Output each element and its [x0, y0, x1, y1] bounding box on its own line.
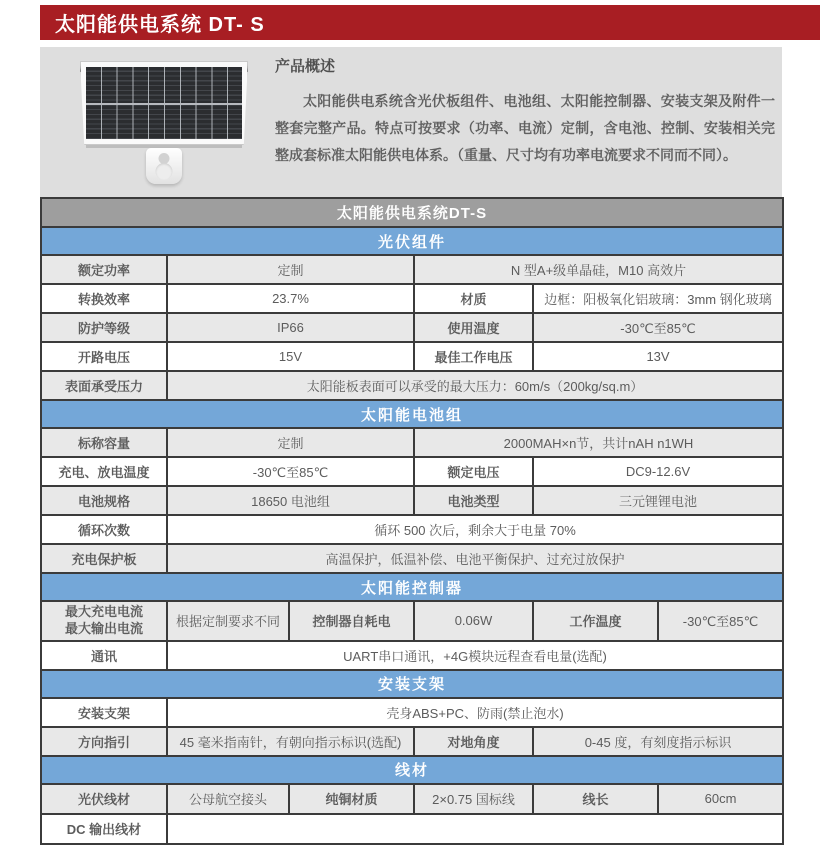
spec-value: 高温保护，低温补偿、电池平衡保护、过充过放保护: [167, 544, 783, 573]
spec-label: [41, 601, 167, 641]
spec-label: 材质: [414, 284, 533, 313]
section-title: 线材: [41, 756, 783, 784]
spec-value: 三元锂锂电池: [533, 486, 783, 515]
spec-value: -30℃至85℃: [658, 601, 783, 641]
spec-value: 循环 500 次后，剩余大于电量 70%: [167, 515, 783, 544]
spec-table: [40, 197, 784, 845]
section-header-battery: [41, 400, 783, 428]
spec-value: -30℃至85℃: [167, 457, 414, 486]
table-row: [41, 371, 783, 400]
intro-section: [40, 47, 782, 197]
table-row: [41, 601, 783, 641]
spec-value: 13V: [533, 342, 783, 371]
spec-label: 循环次数: [41, 515, 167, 544]
spec-label: 额定电压: [414, 457, 533, 486]
solar-panel-cells: [86, 67, 242, 139]
table-title-row: [41, 198, 783, 227]
table-row: [41, 486, 783, 515]
spec-label: 对地角度: [414, 727, 533, 756]
section-title: 太阳能电池组: [41, 400, 783, 428]
spec-label: 最佳工作电压: [414, 342, 533, 371]
spec-label: 充电保护板: [41, 544, 167, 573]
spec-label: 控制器自耗电: [289, 601, 414, 641]
product-overview: [275, 55, 775, 169]
section-header-bracket: [41, 670, 783, 698]
spec-label: 额定功率: [41, 255, 167, 284]
section-header-pv-module: [41, 227, 783, 255]
spec-value: 太阳能板表面可以承受的最大压力：60m/s（200kg/sq.m）: [167, 371, 783, 400]
spec-value: 0.06W: [414, 601, 533, 641]
table-row: [41, 727, 783, 756]
table-row: [41, 428, 783, 457]
table-row: [41, 313, 783, 342]
table-row: [41, 284, 783, 313]
stand-knob: [156, 163, 173, 180]
spec-label: 标称容量: [41, 428, 167, 457]
section-header-cable: [41, 756, 783, 784]
spec-label: 开路电压: [41, 342, 167, 371]
spec-value: [167, 814, 783, 844]
spec-value: UART串口通讯，+4G模块远程查看电量(选配): [167, 641, 783, 670]
spec-label: 转换效率: [41, 284, 167, 313]
spec-value: 23.7%: [167, 284, 414, 313]
spec-label: 电池规格: [41, 486, 167, 515]
spec-label: DC 输出线材: [41, 814, 167, 844]
spec-value: 公母航空接头: [167, 784, 289, 814]
table-row: [41, 342, 783, 371]
solar-panel: [80, 61, 248, 145]
page-title-bar: [40, 5, 820, 40]
spec-value: 定制: [167, 428, 414, 457]
section-title: 安装支架: [41, 670, 783, 698]
spec-label: 安装支架: [41, 698, 167, 727]
spec-label: 线长: [533, 784, 658, 814]
spec-value: 60cm: [658, 784, 783, 814]
overview-body: 太阳能供电系统含光伏板组件、电池组、太阳能控制器、安装支架及附件一整套完整产品。特点可按要求（功率、电流）定制，含电池、控制、安装相关完整成套标准太阳能供电体系。（重量、尺寸均有功率电流要求不同而不同）。: [275, 93, 775, 163]
table-row: [41, 814, 783, 844]
page-title: 太阳能供电系统 DT- S: [55, 14, 265, 36]
spec-value: N 型A+级单晶硅，M10 高效片: [414, 255, 783, 284]
solar-panel-image: [64, 53, 264, 193]
table-row: [41, 255, 783, 284]
spec-label: 通讯: [41, 641, 167, 670]
spec-label: 电池类型: [414, 486, 533, 515]
spec-value: IP66: [167, 313, 414, 342]
panel-stand: [146, 148, 182, 184]
section-header-controller: [41, 573, 783, 601]
spec-value: -30℃至85℃: [533, 313, 783, 342]
table-row: [41, 544, 783, 573]
spec-label: 充电、放电温度: [41, 457, 167, 486]
spec-value: 2×0.75 国标线: [414, 784, 533, 814]
spec-label: 防护等级: [41, 313, 167, 342]
spec-label: 方向指引: [41, 727, 167, 756]
spec-value: 根据定制要求不同: [167, 601, 289, 641]
spec-value: 边框：阳极氧化铝玻璃：3mm 钢化玻璃: [533, 284, 783, 313]
table-row: [41, 515, 783, 544]
table-row: [41, 641, 783, 670]
spec-label: 光伏线材: [41, 784, 167, 814]
table-row: [41, 698, 783, 727]
spec-label: 纯铜材质: [289, 784, 414, 814]
overview-title: 产品概述: [275, 58, 336, 75]
spec-label-line1: 最大充电电流: [64, 604, 143, 619]
spec-value: 2000MAH×n节，共计nAH n1WH: [414, 428, 783, 457]
spec-value: 壳身ABS+PC、防雨(禁止泡水): [167, 698, 783, 727]
spec-value: 定制: [167, 255, 414, 284]
spec-value: 18650 电池组: [167, 486, 414, 515]
spec-value: DC9-12.6V: [533, 457, 783, 486]
spec-value: 45 毫米指南针，有朝向指示标识(选配): [167, 727, 414, 756]
spec-label-line2: 最大输出电流: [64, 620, 143, 636]
spec-label: 工作温度: [533, 601, 658, 641]
section-title: 太阳能控制器: [41, 573, 783, 601]
section-title: 光伏组件: [41, 227, 783, 255]
table-row: [41, 784, 783, 814]
spec-label: 使用温度: [414, 313, 533, 342]
table-row: [41, 457, 783, 486]
spec-value: 0-45 度，有刻度指示标识: [533, 727, 783, 756]
table-title: 太阳能供电系统DT-S: [41, 198, 783, 227]
spec-label: 表面承受压力: [41, 371, 167, 400]
spec-value: 15V: [167, 342, 414, 371]
